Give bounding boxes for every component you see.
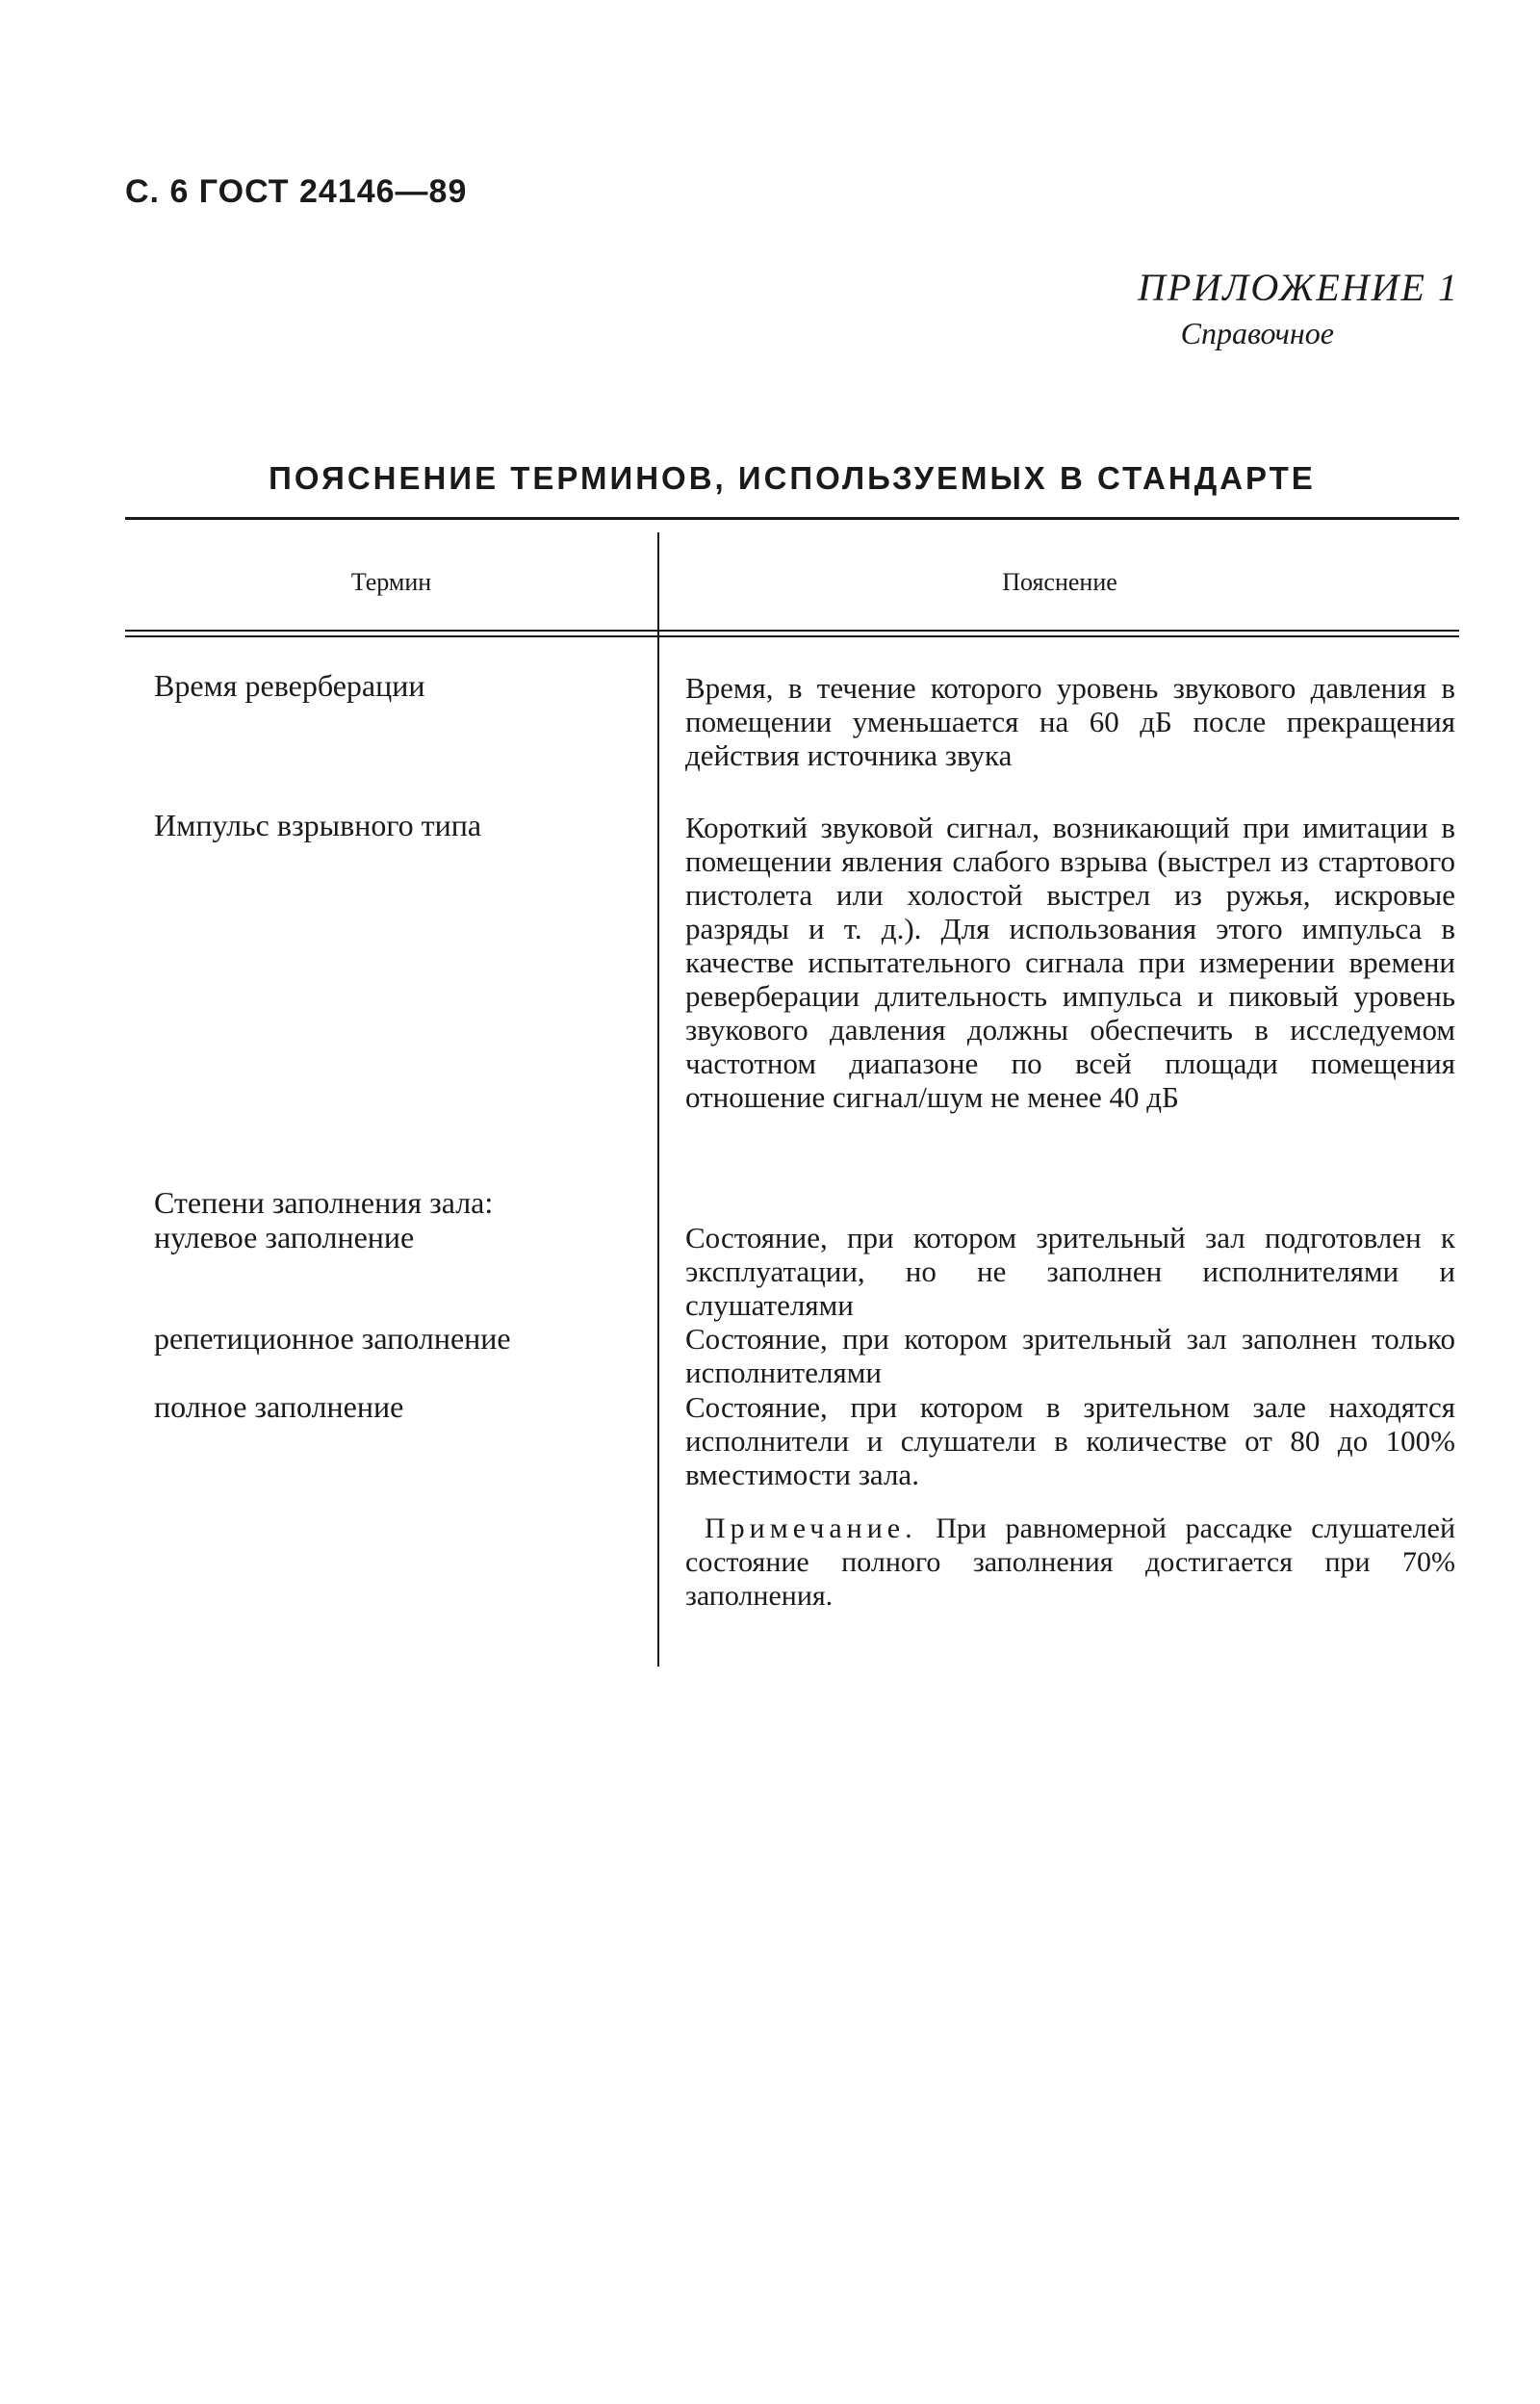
term-rehearsal-filling: репетиционное заполнение [154,1321,511,1356]
explanation-rehearsal-filling: Состояние, при котором зрительный зал заполнен только исполнителями [685,1322,1455,1389]
term-full-filling: полное заполнение [154,1389,404,1424]
document-title: ПОЯСНЕНИЕ ТЕРМИНОВ, ИСПОЛЬЗУЕМЫХ В СТАНДАРТЕ [269,460,1316,496]
table-header-rule [125,630,1459,637]
appendix-block [1138,265,1459,351]
term-zero-filling: нулевое заполнение [154,1220,415,1254]
page-header: С. 6 ГОСТ 24146—89 [125,173,468,210]
term-hall-filling-degrees: Степени заполнения зала: [154,1185,494,1220]
explanation-full-filling: Состояние, при котором в зрительном зале находятся исполнители и слушатели в количестве от 80 до 100% вместимости зала. [685,1390,1455,1491]
table-note [685,1512,1455,1613]
appendix-kind: Справочное [1180,316,1334,350]
explanation-reverberation-time: Время, в течение которого уровень звукового давления в помещении уменьшается на 60 дБ после прекращения действия источника звука [685,671,1455,772]
appendix-title: ПРИЛОЖЕНИЕ 1 [1138,266,1459,309]
explanation-explosive-impulse: Короткий звуковой сигнал, возникающий при имитации в помещении явления слабого взрыва (выстрел из стартового пистолета или холостой выстрел из ружья, искровые разряды и т. д.). Для использования этого импульса в качестве испытательного сигнала при измерении времени реверберации длительность импульса и пиковый уровень звукового давления должны обеспечить в исследуемом частотном диапазоне по всей площади помещения отношение сигнал/шум не менее 40 дБ [685,811,1455,1114]
header-explanation: Пояснение [1002,568,1117,596]
term-explosive-impulse: Импульс взрывного типа [154,808,482,842]
note-text: При равномерной рассадке слушателей состояние полного заполнения достигается при 70% заполнения. [685,1512,1455,1612]
table-top-rule [125,517,1459,520]
table-column-divider [657,532,659,1667]
note-label: Примечание. [705,1512,917,1544]
term-reverberation-time: Время реверберации [154,668,425,703]
header-term: Термин [350,568,432,596]
explanation-zero-filling: Состояние, при котором зрительный зал подготовлен к эксплуатации, но не заполнен исполнителями и слушателями [685,1221,1455,1322]
